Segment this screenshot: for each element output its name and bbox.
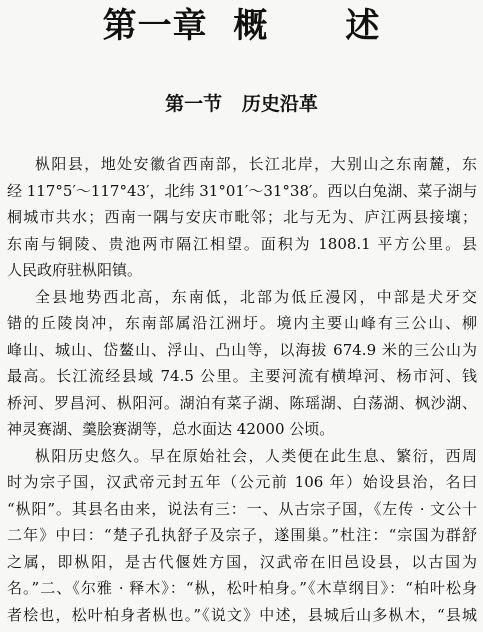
text-line: 错的丘陵岗冲，东南部属沿江洲圩。境内主要山峰有三公山、柳 <box>7 314 477 332</box>
paragraph-terrain <box>7 284 477 443</box>
text-line: 者桧也，松叶柏身者枞也。”《说文》中述，县城后山多枞木，“县城 <box>7 605 477 624</box>
text-line: 东南与铜陵、贵池两市隔江相望。面积为 1808.1 平方公里。县 <box>7 234 477 253</box>
text-line: 时为宗子国，汉武帝元封五年（公元前 106 年）始设县治，名曰 <box>7 473 477 491</box>
text-line: 神灵赛湖、羹脍赛湖等，总水面达 42000 公顷。 <box>7 420 335 438</box>
body-text <box>7 151 477 628</box>
paragraph-history <box>7 443 477 629</box>
section-title: 第一节 历史沿革 <box>165 93 318 115</box>
paragraph-location <box>7 151 477 284</box>
text-line: 经 117°5′～117°43′，北纬 31°01′～31°38′。西以白兔湖、菜子湖与 <box>7 181 477 200</box>
text-line: 桐城市共水；西南一隅与安庆市毗邻；北与无为、庐江两县接壤； <box>7 208 477 226</box>
text-line: 名。”二、《尔雅 · 释木》：“枞，松叶柏身。”《木草纲目》：“柏叶松身 <box>7 579 477 597</box>
text-line: 桥河、罗昌河、枞阳河。湖泊有菜子湖、陈瑶湖、白荡湖、枫沙湖、 <box>7 393 477 412</box>
text-line: 之属，即枞阳，是古代偃姓方国，汉武帝在旧邑设县，以古国为 <box>7 552 477 571</box>
text-line: 峰山、城山、岱鳌山、浮山、凸山等，以海拔 674.9 米的三公山为 <box>7 340 477 359</box>
text-line: 人民政府驻枞阳镇。 <box>7 261 143 279</box>
text-line: 枞阳历史悠久。早在原始社会，人类便在此生息、繁衍，西周 <box>35 446 477 465</box>
chapter-title: 第一章 概 述 <box>102 6 381 46</box>
text-line: 最高。长江流经县域 74.5 公里。主要河流有横埠河、杨市河、钱 <box>7 367 477 385</box>
text-line: 全县地势西北高，东南低，北部为低丘漫冈，中部是犬牙交 <box>35 287 477 306</box>
text-line: 枞阳县，地处安徽省西南部，长江北岸，大别山之东南麓，东 <box>35 155 477 173</box>
text-line: “枞阳”。其县名由来，说法有三：一、从古宗子国，《左传 · 文公十 <box>7 499 477 518</box>
text-line: 二年》中曰：“楚子孔执舒子及宗子，遂围巢。”杜注：“宗国为群舒 <box>7 526 477 544</box>
